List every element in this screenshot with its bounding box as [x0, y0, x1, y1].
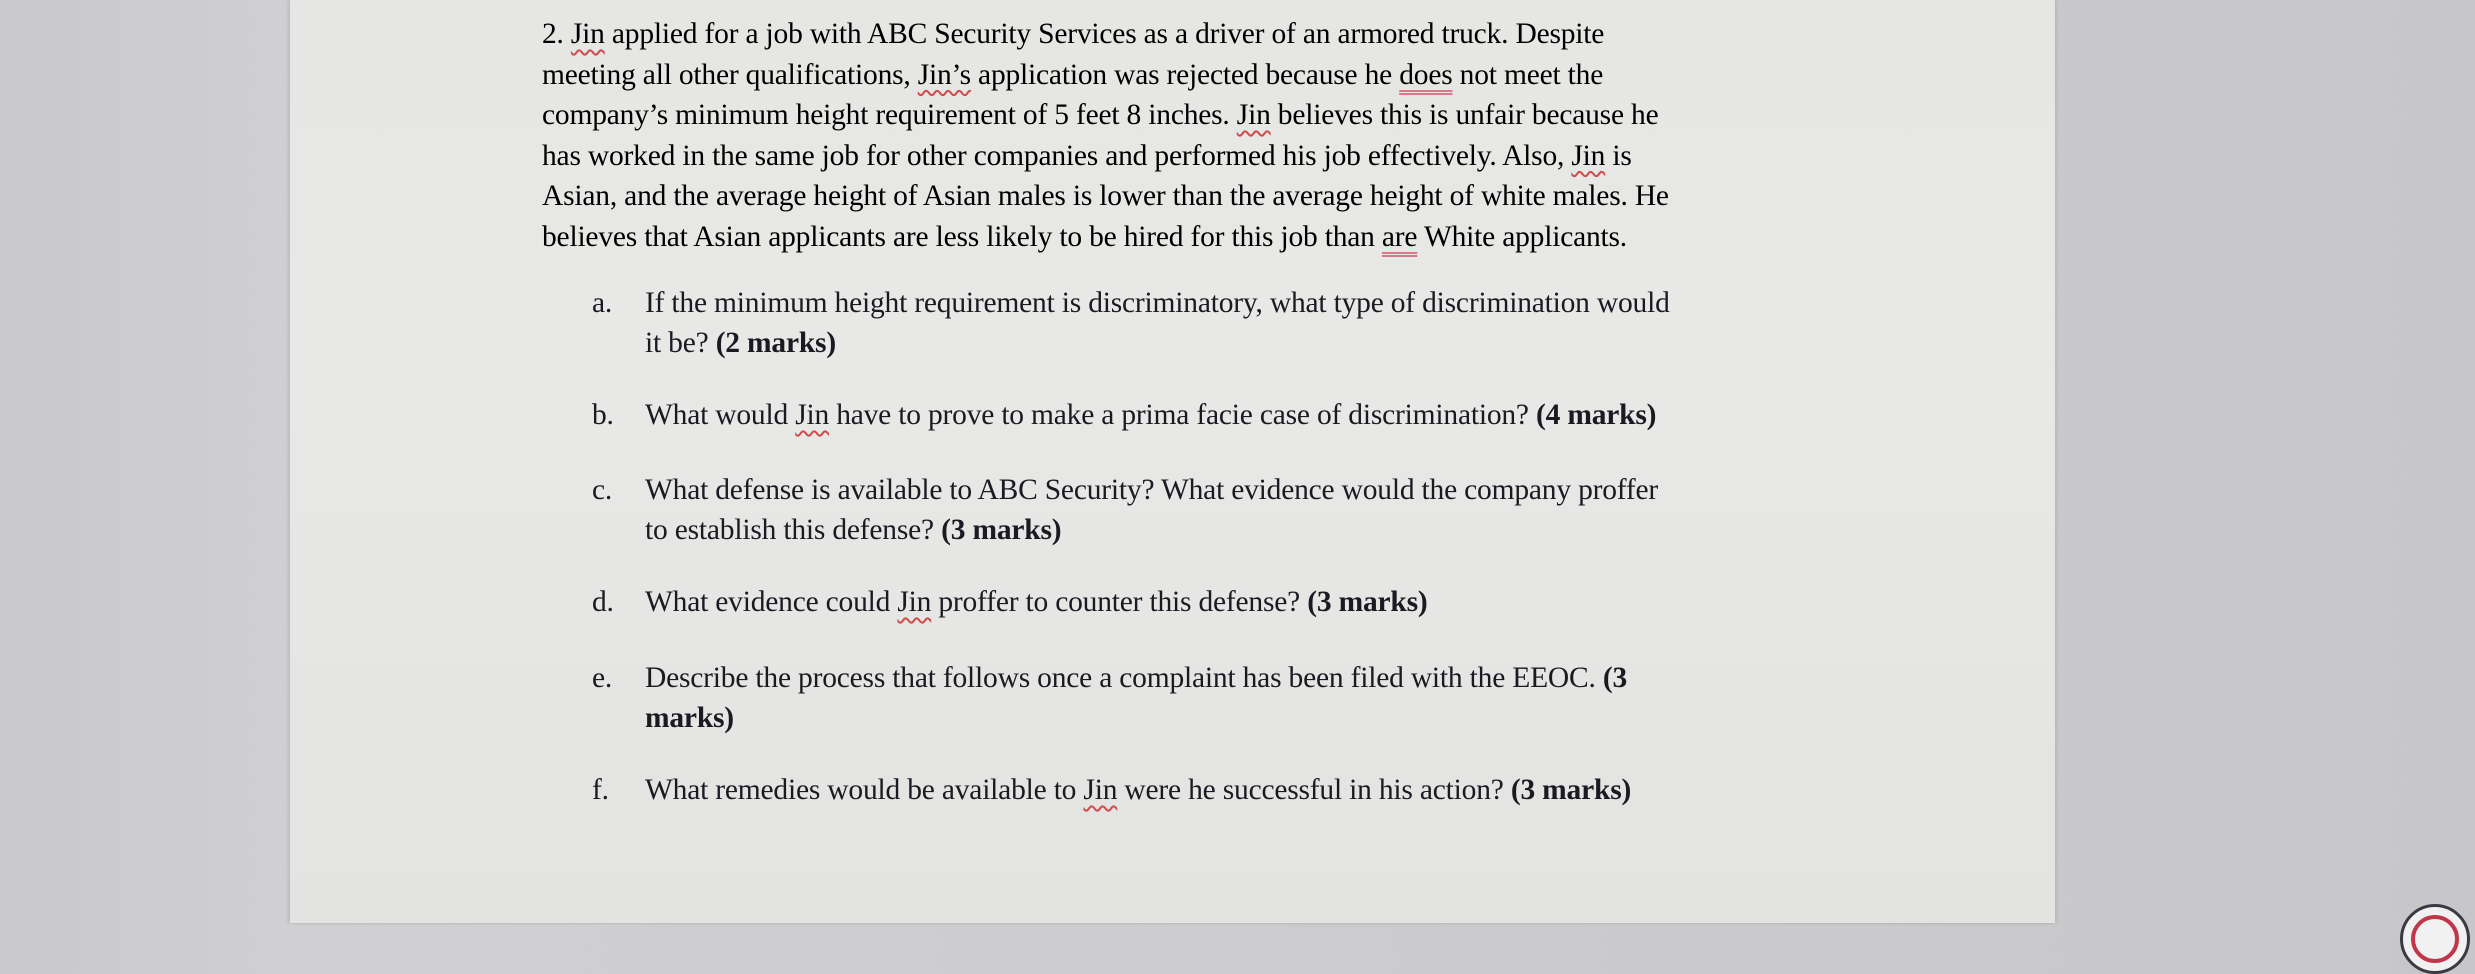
sub-question-line: If the minimum height requirement is discriminatory, what type of discrimination would: [645, 287, 1670, 319]
sub-question-line: it be? (2 marks): [645, 327, 836, 359]
sub-question-letter: c.: [592, 474, 613, 506]
sub-question-text: [645, 470, 1845, 550]
spellcheck-word[interactable]: Jin’s: [917, 58, 971, 91]
intro-line: 2. Jin applied for a job with ABC Security Services as a driver of an armored truck. Despite: [542, 18, 1605, 50]
spellcheck-word[interactable]: Jin: [795, 399, 830, 431]
sub-question-text: [645, 283, 1845, 363]
sub-question-letter: e.: [592, 662, 613, 694]
intro-line: company’s minimum height requirement of 5 feet 8 inches. Jin believes this is unfair because he: [542, 99, 1659, 131]
sub-question-line: What would Jin have to prove to make a prima facie case of discrimination? (4 marks): [645, 399, 1657, 431]
spellcheck-word[interactable]: Jin: [1236, 99, 1271, 131]
record-button-icon[interactable]: [2400, 904, 2470, 974]
sub-question-line: What defense is available to ABC Security? What evidence would the company proffer: [645, 474, 1659, 506]
spellcheck-word[interactable]: Jin: [1571, 139, 1606, 172]
marks-label: (3 marks): [941, 514, 1062, 546]
intro-line: meeting all other qualifications, Jin’s application was rejected because he does not meet the: [542, 58, 1604, 91]
sub-question-text: [645, 658, 1845, 738]
marks-label: (3: [1602, 662, 1628, 694]
sub-question-text: [645, 770, 1845, 810]
grammar-flag-word[interactable]: does: [1399, 58, 1453, 91]
sub-question-text: [645, 582, 1845, 622]
marks-label: (3 marks): [1510, 774, 1632, 806]
grammar-flag-word[interactable]: are: [1381, 220, 1418, 253]
spellcheck-word[interactable]: Jin: [1083, 774, 1118, 806]
marks-label: (2 marks): [715, 327, 836, 359]
marks-label: marks): [645, 702, 734, 734]
sub-question-line: to establish this defense? (3 marks): [645, 514, 1062, 546]
sub-question-line: What remedies would be available to Jin were he successful in his action? (3 marks): [645, 774, 1632, 806]
intro-line: Asian, and the average height of Asian males is lower than the average height of white males. He: [542, 180, 1669, 212]
marks-label: (4 marks): [1536, 399, 1657, 431]
intro-line: believes that Asian applicants are less likely to be hired for this job than are White applicants.: [542, 220, 1627, 253]
marks-label: (3 marks): [1307, 586, 1428, 618]
sub-question-line: Describe the process that follows once a complaint has been filed with the EEOC. (3: [645, 662, 1628, 694]
sub-question-text: [645, 395, 1845, 435]
sub-question-line: What evidence could Jin proffer to counter this defense? (3 marks): [645, 586, 1428, 618]
sub-question-letter: f.: [592, 774, 609, 806]
sub-question-letter: d.: [592, 586, 614, 618]
spellcheck-word[interactable]: Jin: [570, 18, 605, 50]
sub-question-letter: a.: [592, 287, 613, 319]
spellcheck-word[interactable]: Jin: [897, 586, 932, 618]
question-intro: [542, 14, 1872, 257]
intro-line: has worked in the same job for other companies and performed his job effectively. Also, Jin is: [542, 139, 1632, 172]
sub-question-letter: b.: [592, 399, 614, 431]
